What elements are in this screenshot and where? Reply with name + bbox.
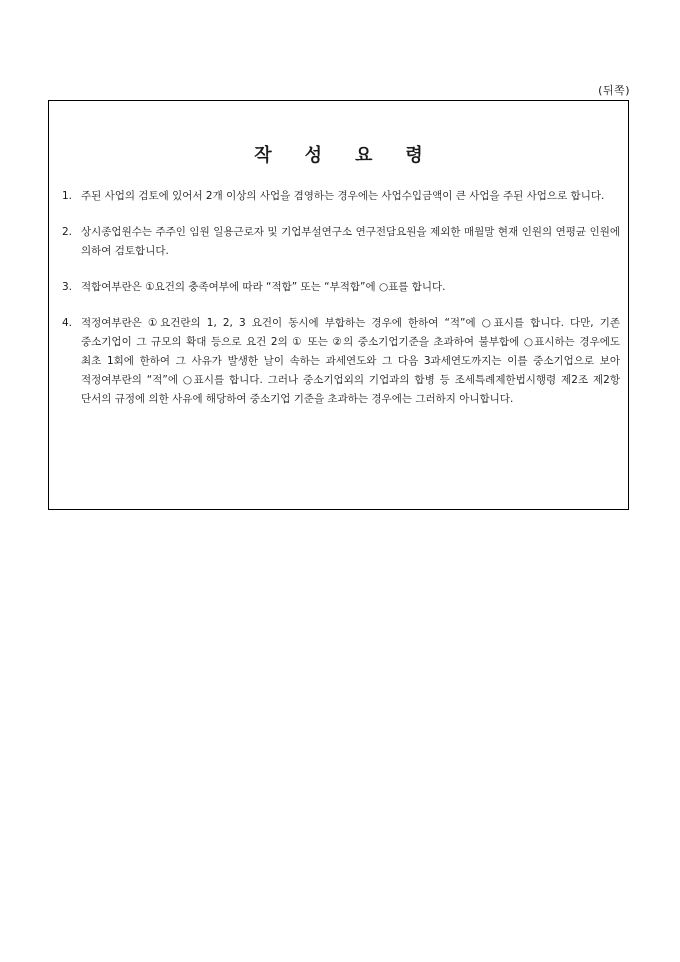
guide-item-3 [62, 278, 620, 297]
item-number: 1. [62, 190, 73, 202]
guide-item-4 [62, 314, 620, 409]
item-number: 4. [62, 317, 73, 329]
item-text: 적합여부란은 ①요건의 충족여부에 따라 “적합” 또는 “부적합”에 ○표를 합니다. [81, 281, 446, 293]
guide-item-2 [62, 223, 620, 261]
guide-item-1 [62, 187, 620, 206]
item-number: 2. [62, 226, 73, 238]
item-text: 주된 사업의 검토에 있어서 2개 이상의 사업을 겸영하는 경우에는 사업수입금액이 큰 사업을 주된 사업으로 합니다. [81, 190, 605, 202]
guide-title: 작성요령 [254, 145, 456, 166]
item-text: 상시종업원수는 주주인 임원 일용근로자 및 기업부설연구소 연구전담요원을 제외한 매월말 현재 인원의 연평균 인원에 의하여 검토합니다. [81, 226, 620, 257]
item-text: 적정여부란은 ①요건란의 1, 2, 3 요건이 동시에 부합하는 경우에 한하여 “적”에 ○표시를 합니다. 다만, 기존 중소기업이 그 규모의 확대 등으로 요건 2의 ① 또는 ②의 중소기업기준을 초과하여 불부합에 ○표시하는 경우에도 최초 1회에 한하여 그 사유가 발생한 날이 속하는 과세연도와 그 다음 3과세연도까지는 이를 중소기업으로 보아 적정여부란의 “적”에 ○표시를 합니다. 그러나 중소기업외의 기업과의 합병 등 조세특례제한법시행령 제2조 제2항 단서의 규정에 의한 사유에 해당하여 중소기업 기준을 초과하는 경우에는 그러하지 아니합니다. [81, 317, 620, 405]
item-number: 3. [62, 281, 73, 293]
page-side-label: (뒤쪽) [598, 84, 630, 97]
writing-guide-box [48, 100, 629, 510]
guide-item-list [62, 187, 620, 426]
